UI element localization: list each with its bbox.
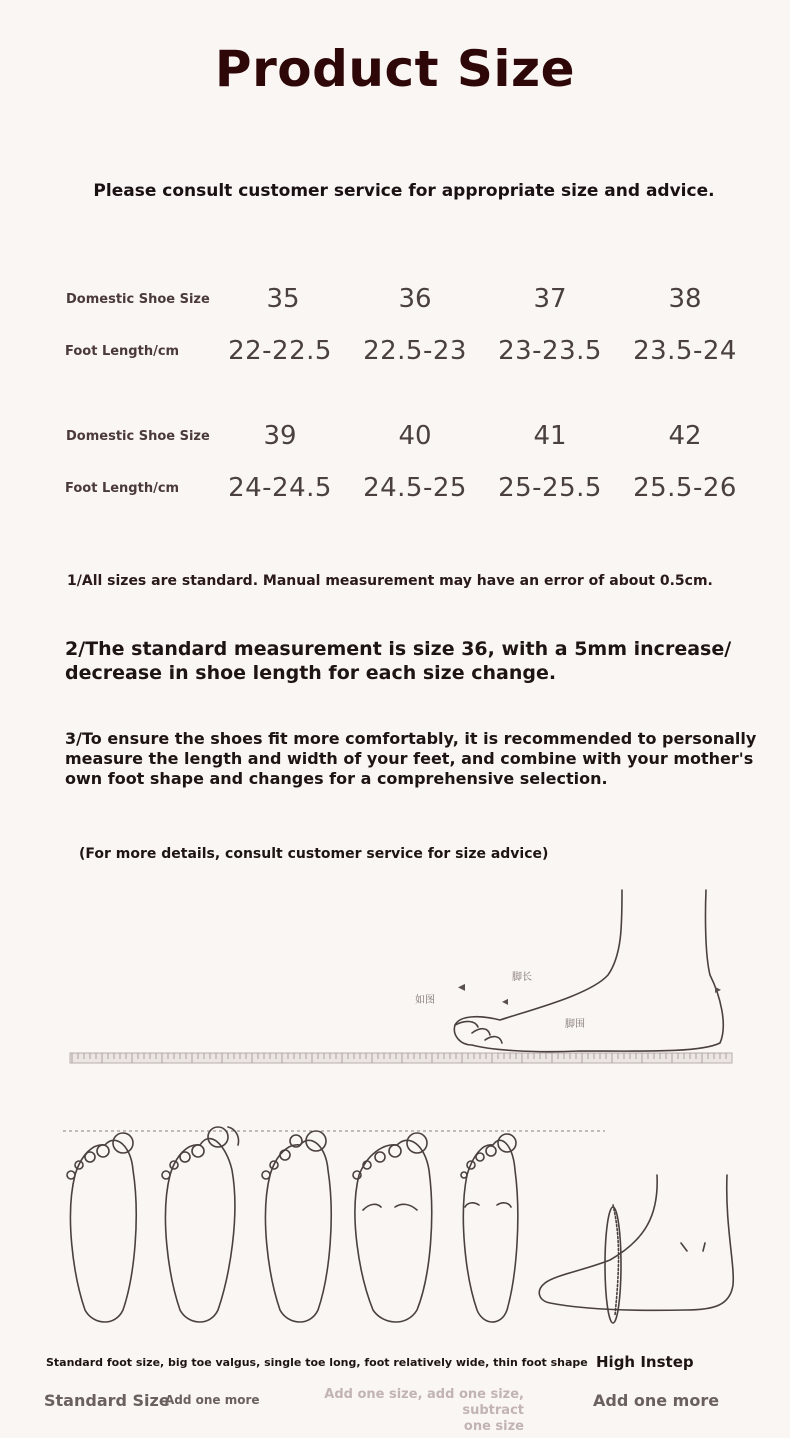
advice-add-one-size: Add one size, add one size, subtract one size bbox=[324, 1387, 524, 1434]
size-cell: 35 bbox=[266, 284, 300, 314]
label-as-shown: 如图 bbox=[415, 995, 435, 1006]
svg-text:▸: ▸ bbox=[715, 982, 722, 996]
toe-line bbox=[485, 1037, 502, 1043]
advice-add-one-more-small: Add one more bbox=[165, 1393, 260, 1407]
svg-text:◂: ◂ bbox=[502, 994, 509, 1008]
size-cell: 37 bbox=[533, 284, 567, 314]
note-1: 1/All sizes are standard. Manual measurement may have an error of about 0.5cm. bbox=[67, 573, 713, 589]
size-cell: 39 bbox=[263, 421, 297, 451]
note-2: 2/The standard measurement is size 36, with a 5mm increase/ decrease in shoe length for each size change. bbox=[65, 638, 732, 684]
foot-length-label: Foot Length/cm bbox=[65, 344, 180, 359]
advice-add-one-more: Add one more bbox=[593, 1391, 720, 1410]
label-foot-length: 脚长 bbox=[512, 972, 532, 983]
foot-high-instep-side bbox=[539, 1175, 733, 1323]
foot-measure-diagram bbox=[60, 885, 750, 1080]
length-cell: 22.5-23 bbox=[363, 336, 467, 366]
high-instep-label: High Instep bbox=[596, 1353, 694, 1371]
foot-shapes-diagram bbox=[45, 1115, 745, 1330]
foot-thin-sole bbox=[461, 1134, 518, 1322]
foot-single-toe-long-sole bbox=[262, 1131, 331, 1322]
ruler bbox=[70, 1053, 732, 1063]
toe-line bbox=[472, 1029, 490, 1035]
length-cell: 25-25.5 bbox=[498, 473, 602, 503]
note-3: 3/To ensure the shoes fit more comfortably, it is recommended to personally measure the length and width of your feet, and combine with your mother's own foot shape and changes for a comprehensive selection. bbox=[65, 729, 757, 788]
foot-standard-sole bbox=[67, 1133, 136, 1322]
foot-side-outline bbox=[454, 890, 723, 1052]
advice-standard-size: Standard Size bbox=[44, 1391, 170, 1410]
page-subtitle: Please consult customer service for appropriate size and advice. bbox=[93, 181, 715, 201]
size-cell: 41 bbox=[533, 421, 567, 451]
size-cell: 38 bbox=[668, 284, 702, 314]
length-cell: 22-22.5 bbox=[228, 336, 332, 366]
page-title: Product Size bbox=[214, 40, 576, 98]
length-cell: 23.5-24 bbox=[633, 336, 737, 366]
length-cell: 25.5-26 bbox=[633, 473, 737, 503]
note-4: (For more details, consult customer service for size advice) bbox=[79, 846, 549, 862]
label-foot-girth: 脚围 bbox=[565, 1019, 585, 1030]
toe-line bbox=[455, 1021, 478, 1027]
foot-length-label: Foot Length/cm bbox=[65, 481, 180, 496]
foot-big-toe-valgus-sole bbox=[162, 1127, 239, 1322]
shoe-size-label: Domestic Shoe Size bbox=[66, 429, 210, 444]
size-cell: 40 bbox=[398, 421, 432, 451]
size-cell: 36 bbox=[398, 284, 432, 314]
svg-text:◂: ◂ bbox=[458, 979, 466, 995]
length-cell: 24-24.5 bbox=[228, 473, 332, 503]
length-cell: 24.5-25 bbox=[363, 473, 467, 503]
shoe-size-label: Domestic Shoe Size bbox=[66, 292, 210, 307]
length-cell: 23-23.5 bbox=[498, 336, 602, 366]
size-cell: 42 bbox=[668, 421, 702, 451]
foot-shapes-caption: Standard foot size, big toe valgus, single toe long, foot relatively wide, thin foot shape bbox=[46, 1356, 588, 1369]
foot-relatively-wide-sole bbox=[353, 1133, 432, 1322]
